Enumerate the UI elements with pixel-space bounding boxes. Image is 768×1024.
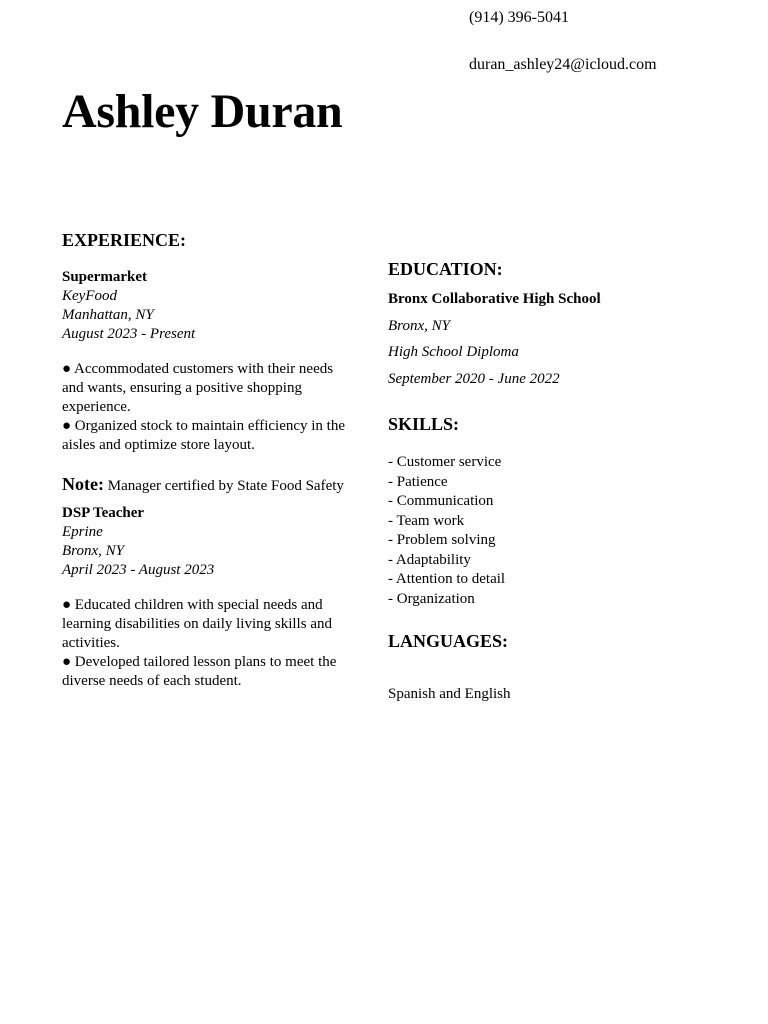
job-role: DSP Teacher: [62, 505, 145, 521]
skill-item: - Customer service: [388, 454, 502, 470]
skill-item: - Team work: [388, 512, 465, 529]
skill-item: - Patience: [388, 473, 448, 490]
skill-item: - Communication: [388, 493, 494, 509]
education-dates: September 2020 - June 2022: [388, 370, 560, 387]
job-entry-supermarket: [62, 268, 352, 455]
education-degree: High School Diploma: [388, 344, 519, 360]
education-heading: EDUCATION:: [388, 259, 503, 279]
resume-name: Ashley Duran: [62, 85, 343, 138]
skill-item: - Adaptability: [388, 551, 471, 568]
side-column: [388, 258, 708, 704]
experience-column: [62, 229, 352, 691]
job-location: Manhattan, NY: [62, 307, 154, 323]
job-bullet: ● Educated children with special needs and learning disabilities on daily living skills and activities.: [62, 597, 332, 651]
skills-list: [388, 453, 708, 609]
job-bullet: ● Accommodated customers with their needs and wants, ensuring a positive shopping experience.: [62, 361, 334, 415]
languages-heading: LANGUAGES:: [388, 631, 509, 651]
job-company: KeyFood: [62, 288, 117, 304]
contact-phone: (914) 396-5041: [469, 9, 569, 26]
experience-heading: EXPERIENCE:: [62, 230, 187, 250]
job-company: Eprine: [62, 524, 103, 540]
job-role: Supermarket: [62, 269, 147, 285]
job-bullet: ● Developed tailored lesson plans to meet the diverse needs of each student.: [62, 654, 337, 689]
job-dates: April 2023 - August 2023: [62, 562, 215, 578]
job-bullet: ● Organized stock to maintain efficiency in the aisles and optimize store layout.: [62, 418, 346, 453]
skill-item: - Attention to detail: [388, 571, 506, 587]
contact-email: duran_ashley24@icloud.com: [469, 56, 657, 73]
job-entry-dsp-teacher: [62, 504, 352, 691]
education-school: Bronx Collaborative High School: [388, 291, 601, 307]
education-location: Bronx, NY: [388, 317, 450, 334]
languages-text: Spanish and English: [388, 686, 511, 702]
certification-note: [62, 474, 352, 497]
job-dates: August 2023 - Present: [62, 326, 196, 342]
job-bullets: [62, 596, 352, 691]
job-bullets: [62, 360, 352, 455]
skills-heading: SKILLS:: [388, 414, 460, 434]
note-label: Note:: [62, 474, 104, 494]
note-text: Manager certified by State Food Safety: [107, 478, 344, 494]
skill-item: - Organization: [388, 590, 475, 607]
job-location: Bronx, NY: [62, 543, 124, 559]
skill-item: - Problem solving: [388, 532, 496, 548]
